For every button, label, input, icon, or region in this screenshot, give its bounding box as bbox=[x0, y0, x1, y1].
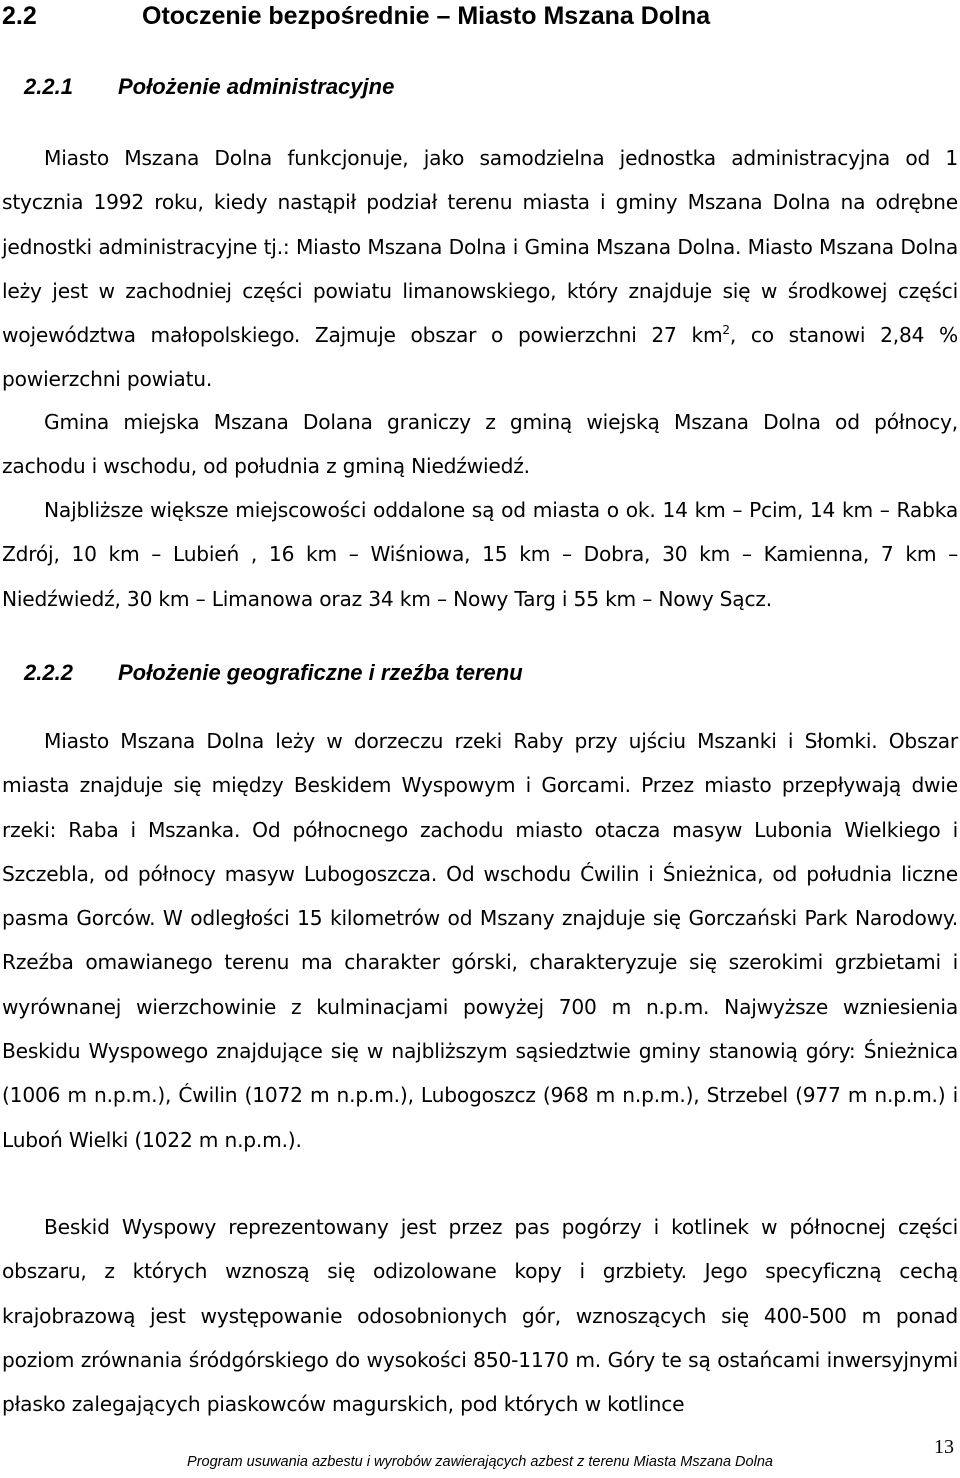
paragraph-distances: Najbliższe większe miejscowości oddalone są od miasta o ok. 14 km – Pcim, 14 km – Rabka Zdrój, 10 km – Lubień , 16 km – Wiśniowa, 15 km – Dobra, 30 km – Kamienna, 7 km – Niedźwiedź, 30 km – Limanowa oraz 34 km – Nowy Targ i 55 km – Nowy Sącz. bbox=[2, 498, 958, 611]
section-heading bbox=[2, 0, 710, 34]
section-title: Otoczenie bezpośrednie – Miasto Mszana Dolna bbox=[142, 2, 711, 30]
subsection-heading-2 bbox=[24, 658, 523, 688]
subsection-title-2: Położenie geograficzne i rzeźba terenu bbox=[118, 660, 523, 685]
subsection-number-1: 2.2.1 bbox=[24, 74, 73, 99]
section-number: 2.2 bbox=[2, 2, 37, 30]
paragraph-text: Miasto Mszana Dolna funkcjonuje, jako samodzielna jednostka administracyjna od 1 stycznia 1992 roku, kiedy nastąpił podział terenu miasta i gminy Mszana Dolna na odrębne jednostki administracyjne tj.: Miasto Mszana Dolna i Gmina Mszana Dolna. Miasto Mszana Dolna leży jest w zachodniej części powiatu limanowskiego, który znajduje się w środkowej części województwa małopolskiego. Zajmuje obszar o powierzchni 27 km bbox=[2, 146, 958, 348]
subsection-number-2: 2.2.2 bbox=[24, 660, 73, 685]
subsection-title-1: Położenie administracyjne bbox=[118, 74, 395, 99]
paragraph-borders: Gmina miejska Mszana Dolana graniczy z gminą wiejską Mszana Dolna od północy, zachodu i wschodu, od południa z gminą Niedźwiedź. bbox=[2, 410, 958, 479]
footer-title: Program usuwania azbestu i wyrobów zawierających azbest z terenu Miasta Mszana Dolna bbox=[187, 1454, 773, 1470]
paragraph-text-end: , co stanowi 2,84 % powierzchni powiatu. bbox=[2, 323, 958, 392]
paragraph-administrative-status bbox=[2, 136, 958, 402]
paragraph-geography: Miasto Mszana Dolna leży w dorzeczu rzeki Raby przy ujściu Mszanki i Słomki. Obszar miasta znajduje się między Beskidem Wyspowym i Gorcami. Przez miasto przepływają dwie rzeki: Raba i Mszanka. Od północnego zachodu miasto otacza masyw Lubonia Wielkiego i Szczebla, od północy masyw Lubogoszcza. Od wschodu Ćwilin i Śnieżnica, od południa liczne pasma Gorców. W odległości 15 kilometrów od Mszany znajduje się Gorczański Park Narodowy. Rzeźba omawianego terenu ma charakter górski, charakteryzuje się szerokimi grzbietami i wyrównanej wierzchowinie z kulminacjami powyżej 700 m n.p.m. Najwyższe wzniesienia Beskidu Wyspowego znajdujące się w najbliższym sąsiedztwie gminy stanowią góry: Śnieżnica (1006 m n.p.m.), Ćwilin (1072 m n.p.m.), Lubogoszcz (968 m n.p.m.), Strzebel (977 m n.p.m.) i Luboń Wielki (1022 m n.p.m.). bbox=[2, 729, 958, 1152]
paragraph-beskid: Beskid Wyspowy reprezentowany jest przez pas pogórzy i kotlinek w północnej części obszaru, z których wznoszą się odizolowane kopy i grzbiety. Jego specyficzną cechą krajobrazową jest występowanie odosobnionych gór, wznoszących się 400-500 m ponad poziom zrównania śródgórskiego do wysokości 850-1170 m. Góry te są ostańcami inwersyjnymi płasko zalegających piaskowców magurskich, pod których w kotlince bbox=[2, 1215, 958, 1417]
superscript: 2 bbox=[722, 323, 730, 338]
page-number: 13 bbox=[934, 1436, 954, 1458]
subsection-heading-1 bbox=[24, 72, 394, 102]
